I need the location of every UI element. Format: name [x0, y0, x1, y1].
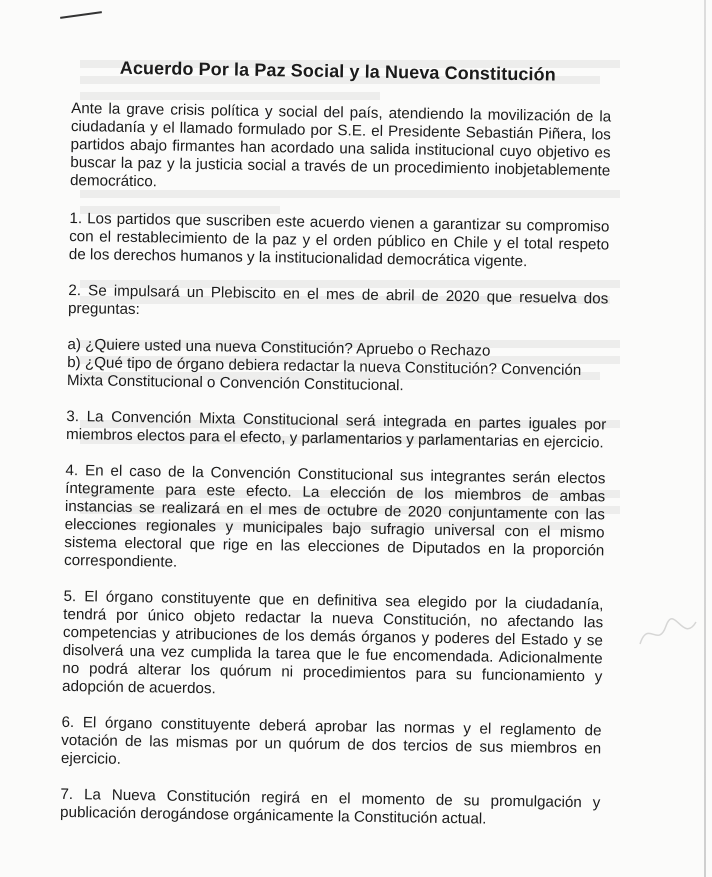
intro-paragraph: Ante la grave crisis política y social del país, atendiendo la movilización de la ciudadanía y el llamado formulado por S.E. el Presidente Sebastián Piñera, los partidos abajo firmantes han acordado una salida institucional cuyo objetivo es buscar la paz y la justicia social a través de un procedimiento inobjetablemente democrático.: [69, 99, 612, 191]
plebiscite-questions: [67, 336, 608, 398]
document-title: Acuerdo Por la Paz Social y la Nueva Constitución: [119, 57, 556, 85]
signature-mark: [638, 614, 698, 654]
question-a: a) ¿Quiere usted una nueva Constitución? Apruebo o Rechazo: [67, 335, 491, 360]
point-5: 5. El órgano constituyente que en definitiva sea elegido por la ciudadanía, tendrá por único objeto redactar la nueva Constitución, no afectando las competencias y atribuciones de los demás órganos y poderes del Estado y se disolverá una vez cumplida la tarea que le fue encomendada. Adicionalmente no podrá alterar los quórum ni procedimientos para su funcionamiento y adopción de acuerdos.: [61, 587, 604, 698]
point-4: 4. En el caso de la Convención Constitucional sus integrantes serán electos íntegramente para este efecto. La elección de los miembros de ambas instancias se realizará en el mes de octubre de 2020 conjuntamente con las elecciones regionales y municipales bajo sufragio universal con el mismo sistema electoral que rige en las elecciones de Diputados en la proporción correspondiente.: [63, 461, 606, 571]
point-1: 1. Los partidos que suscriben este acuerdo vienen a garantizar su compromiso con el restablecimiento de la paz y el orden público en Chile y el total respeto de los derechos humanos y la institucionalidad democrática vigente.: [68, 209, 610, 271]
scan-mark: [60, 11, 102, 19]
point-7: 7. La Nueva Constitución regirá en el momento de su promulgación y publicación derogándose orgánicamente la Constitución actual.: [59, 785, 601, 828]
point-6: 6. El órgano constituyente deberá aprobar las normas y el reglamento de votación de las mismas por un quórum de dos tercios de sus miembros en ejercicio.: [60, 713, 602, 768]
page-edge: [704, 0, 706, 877]
document-body: [60, 56, 612, 848]
point-2: 2. Se impulsará un Plebiscito en el mes de abril de 2020 que resuelva dos preguntas:: [67, 281, 609, 319]
question-b: b) ¿Qué tipo de órgano debiera redactar la nueva Constitución? Convención Mixta Constitucional o Convención Constitucional.: [66, 353, 582, 395]
point-3: 3. La Convención Mixta Constitucional será integrada en partes iguales por miembros electos para el efecto, y parlamentarios y parlamentarias en ejercicio.: [65, 407, 607, 452]
